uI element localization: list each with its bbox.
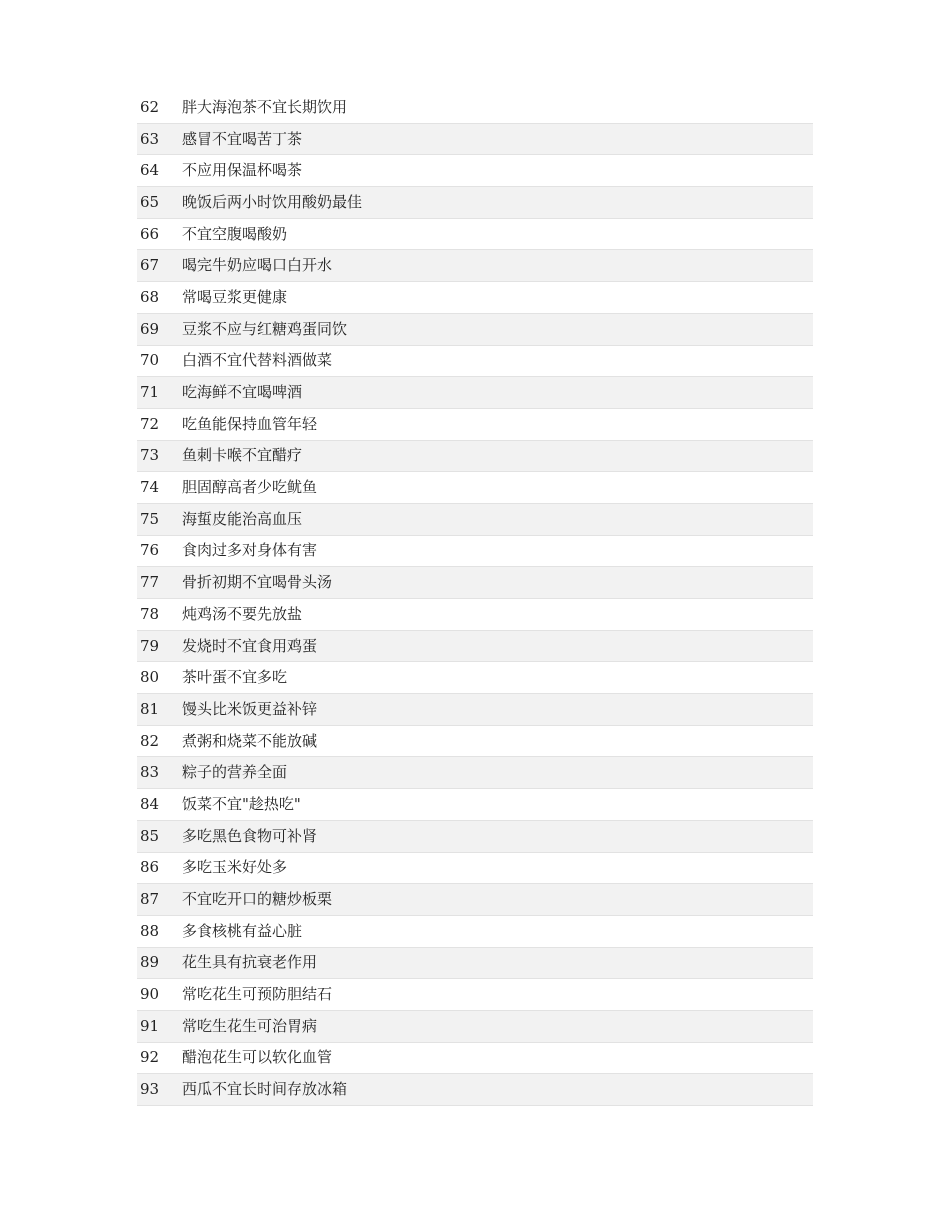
- item-text: 煮粥和烧菜不能放碱: [182, 731, 318, 750]
- item-text: 不宜吃开口的糖炒板栗: [182, 890, 333, 909]
- item-text: 饭菜不宜"趁热吃": [182, 794, 301, 813]
- list-item: [137, 789, 813, 821]
- list-item: [137, 187, 813, 219]
- item-text: 常喝豆浆更健康: [182, 287, 288, 306]
- item-text: 不应用保温杯喝茶: [182, 161, 303, 180]
- item-number: 92: [140, 1048, 160, 1067]
- item-number: 93: [140, 1080, 160, 1099]
- item-text: 喝完牛奶应喝口白开水: [182, 256, 333, 275]
- item-text: 发烧时不宜食用鸡蛋: [182, 636, 318, 655]
- item-text: 粽子的营养全面: [182, 763, 288, 782]
- item-text: 炖鸡汤不要先放盐: [182, 604, 303, 623]
- list-item: [137, 472, 813, 504]
- list-item: [137, 124, 813, 156]
- list-item: [137, 536, 813, 568]
- item-number: 71: [140, 383, 160, 402]
- item-text: 馒头比米饭更益补锌: [182, 699, 318, 718]
- item-number: 80: [140, 668, 160, 687]
- list-item: [137, 662, 813, 694]
- list-item: [137, 1011, 813, 1043]
- item-number: 65: [140, 192, 160, 211]
- list-item: [137, 567, 813, 599]
- item-text: 茶叶蛋不宜多吃: [182, 668, 288, 687]
- item-text: 多食核桃有益心脏: [182, 921, 303, 940]
- item-number: 64: [140, 161, 160, 180]
- list-item: [137, 409, 813, 441]
- item-number: 86: [140, 858, 160, 877]
- list-item: [137, 726, 813, 758]
- list-item: [137, 853, 813, 885]
- item-number: 79: [140, 636, 160, 655]
- list-item: [137, 916, 813, 948]
- item-text: 食肉过多对身体有害: [182, 541, 318, 560]
- list-item: [137, 884, 813, 916]
- list-item: [137, 757, 813, 789]
- list-item: [137, 441, 813, 473]
- item-number: 75: [140, 509, 160, 528]
- item-number: 88: [140, 921, 160, 940]
- list-item: [137, 346, 813, 378]
- item-number: 74: [140, 478, 160, 497]
- item-text: 多吃玉米好处多: [182, 858, 288, 877]
- item-text: 醋泡花生可以软化血管: [182, 1048, 333, 1067]
- item-number: 85: [140, 826, 160, 845]
- item-text: 多吃黑色食物可补肾: [182, 826, 318, 845]
- item-number: 70: [140, 351, 160, 370]
- item-text: 骨折初期不宜喝骨头汤: [182, 573, 333, 592]
- item-number: 82: [140, 731, 160, 750]
- item-text: 晚饭后两小时饮用酸奶最佳: [182, 192, 363, 211]
- list-item: [137, 821, 813, 853]
- item-text: 花生具有抗衰老作用: [182, 953, 318, 972]
- item-number: 73: [140, 446, 160, 465]
- list-item: [137, 155, 813, 187]
- item-number: 78: [140, 604, 160, 623]
- tips-list: [137, 92, 813, 1106]
- item-text: 海蜇皮能治高血压: [182, 509, 303, 528]
- item-text: 胆固醇高者少吃鱿鱼: [182, 478, 318, 497]
- item-number: 68: [140, 287, 160, 306]
- item-number: 87: [140, 890, 160, 909]
- item-text: 豆浆不应与红糖鸡蛋同饮: [182, 319, 348, 338]
- item-text: 感冒不宜喝苦丁茶: [182, 129, 303, 148]
- item-text: 鱼刺卡喉不宜醋疗: [182, 446, 303, 465]
- item-number: 76: [140, 541, 160, 560]
- item-text: 常吃花生可预防胆结石: [182, 985, 333, 1004]
- list-item: [137, 250, 813, 282]
- list-item: [137, 377, 813, 409]
- item-text: 胖大海泡茶不宜长期饮用: [182, 97, 348, 116]
- item-text: 吃海鲜不宜喝啤酒: [182, 383, 303, 402]
- list-item: [137, 694, 813, 726]
- item-text: 常吃生花生可治胃病: [182, 1016, 318, 1035]
- item-text: 西瓜不宜长时间存放冰箱: [182, 1080, 348, 1099]
- item-text: 不宜空腹喝酸奶: [182, 224, 288, 243]
- item-number: 83: [140, 763, 160, 782]
- item-text: 白酒不宜代替料酒做菜: [182, 351, 333, 370]
- list-item: [137, 631, 813, 663]
- item-number: 77: [140, 573, 160, 592]
- list-item: [137, 219, 813, 251]
- item-number: 63: [140, 129, 160, 148]
- item-number: 66: [140, 224, 160, 243]
- list-item: [137, 948, 813, 980]
- item-text: 吃鱼能保持血管年轻: [182, 414, 318, 433]
- item-number: 62: [140, 97, 160, 116]
- item-number: 89: [140, 953, 160, 972]
- item-number: 84: [140, 794, 160, 813]
- list-item: [137, 979, 813, 1011]
- list-item: [137, 599, 813, 631]
- item-number: 72: [140, 414, 160, 433]
- list-item: [137, 504, 813, 536]
- list-item: [137, 92, 813, 124]
- item-number: 69: [140, 319, 160, 338]
- item-number: 81: [140, 699, 160, 718]
- list-item: [137, 314, 813, 346]
- list-item: [137, 1043, 813, 1075]
- item-number: 90: [140, 985, 160, 1004]
- item-number: 91: [140, 1016, 160, 1035]
- item-number: 67: [140, 256, 160, 275]
- list-item: [137, 282, 813, 314]
- list-item: [137, 1074, 813, 1106]
